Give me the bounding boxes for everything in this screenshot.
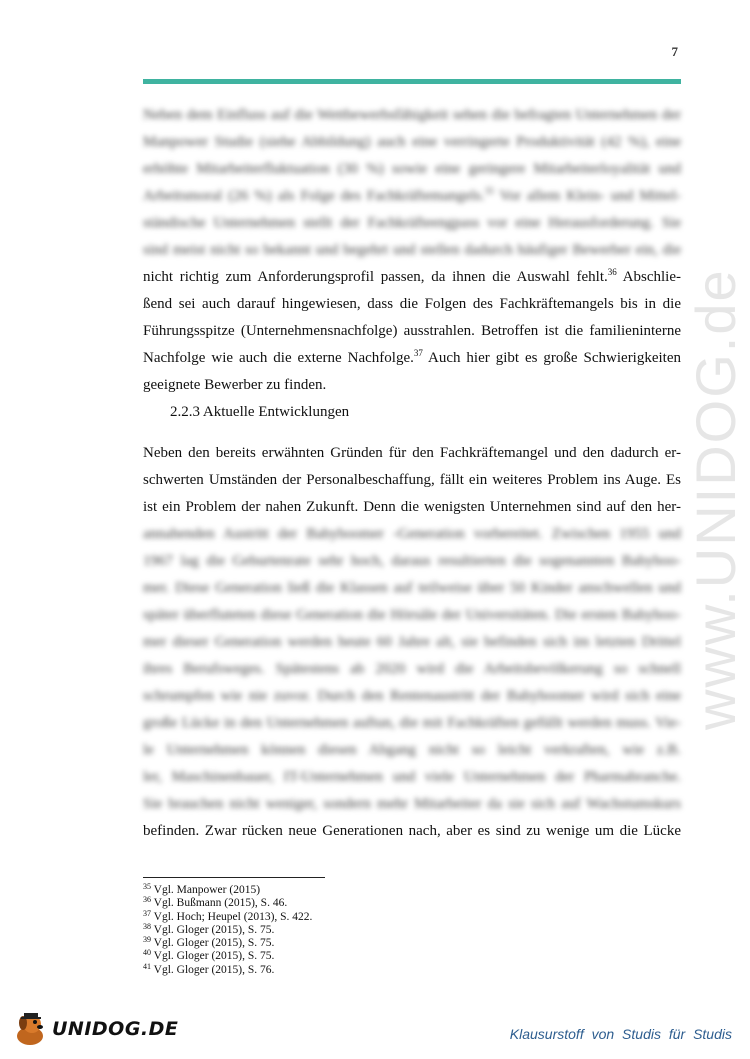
blurred-line: ständische Unternehmen stellt der Fachkräfteengpass vor eine Herausforderung. Sie (143, 215, 681, 231)
blurred-line: Manpower Studie (siehe Abbildung) auch eine verringerte Produktivität (42 %), eine (143, 134, 681, 150)
text-line: befinden. Zwar rücken neue Generationen nach, aber es sind zu wenige um die Lücke (143, 823, 681, 839)
blurred-line: schrumpfen wie nie zuvor. Durch den Rentenaustritt der Babyboomer wird sich eine (143, 688, 681, 704)
blurred-line: später überfluteten diese Generation die Hörsäle der Universitäten. Die ersten Babyboo- (143, 607, 681, 623)
text-line: nicht richtig zum Anforderungsprofil passen, da ihnen die Auswahl fehlt.$^{36}$ Abschlie- (143, 267, 681, 285)
blurred-line: 1967 lag die Geburtenrate sehr hoch, daraus resultierten die sogenannten Babyboo- (143, 553, 681, 569)
text-line: Führungsspitze (Unternehmensnachfolge) ausstrahlen. Betroffen ist die familieninterne (143, 323, 681, 339)
text-line: ist ein Problem der nahen Zukunft. Denn die wenigsten Unternehmen sind auf den her- (143, 499, 681, 515)
header-rule (143, 79, 681, 84)
text-line: schwerten Umständen der Personalbeschaffung, fällt ein weiteres Problem ins Auge. Es (143, 472, 681, 488)
footnote-ref: 36 (607, 267, 617, 277)
paragraph-1 (143, 102, 681, 399)
blurred-line: ihres Berufsweges. Spätestens ab 2020 wird die Arbeitsbevölkerung so schnell (143, 661, 681, 677)
text-line: Nachfolge wie auch die externe Nachfolge.$^{37}$ Auch hier gibt es große Schwierigkeiten (143, 348, 681, 366)
footnote-ref: 37 (413, 348, 423, 358)
footnote: $^{38}$ Vgl. Gloger (2015), S. 75. (143, 921, 275, 936)
footnote: $^{35}$ Vgl. Manpower (2015) (143, 882, 261, 896)
tagline: Klausurstoff von Studis für Studis (509, 1026, 732, 1042)
blurred-line: le Unternehmen können diesen Abgang nicht so leicht verkraften, wie z.B. (143, 742, 681, 758)
text-line: Neben den bereits erwähnten Gründen für den Fachkräftemangel und den dadurch er- (143, 445, 681, 461)
blurred-line: Arbeitsmoral (26 %) als Folge des Fachkräftemangels.$^{35}$ Vor allem Klein- und Mittel- (143, 186, 681, 204)
blurred-line: erhöhte Mitarbeiterfluktuation (30 %) sowie eine geringere Mitarbeiterloyalität und (143, 161, 681, 177)
footnote: $^{41}$ Vgl. Gloger (2015), S. 76. (143, 961, 275, 976)
footnote: $^{36}$ Vgl. Bußmann (2015), S. 46. (143, 895, 288, 910)
blurred-line: annahenden Austritt der Babyboomer -Generation vorbereitet. Zwischen 1955 und (143, 526, 681, 542)
dog-icon (10, 1012, 50, 1048)
blurred-line: ler, Maschinenbauer, IT-Unternehmen und viele Unternehmen der Pharmabranche. (143, 769, 681, 785)
blurred-line: Neben dem Einfluss auf die Wettbewerbsfähigkeit sehen die befragten Unternehmen der (143, 107, 681, 123)
footnote: $^{40}$ Vgl. Gloger (2015), S. 75. (143, 948, 275, 963)
section-heading: 2.2.3 Aktuelle Entwicklungen (170, 404, 350, 420)
text-line: ßend sei auch darauf hingewiesen, dass die Folgen des Fachkräftemangels bis in die (143, 296, 681, 312)
logo-text: UNIDOG.DE (52, 1018, 179, 1040)
blurred-line: mer dieser Generation werden heute 60 Jahre alt, sie befinden sich im letzten Drittel (143, 634, 681, 650)
footnotes (143, 884, 312, 977)
text-line: geeignete Bewerber zu finden. (143, 377, 327, 393)
blurred-line: Sie brauchen nicht weniger, sondern mehr Mitarbeiter da sie sich auf Wachstumskurs (143, 796, 681, 812)
page-number: 7 (671, 44, 678, 59)
footnote-separator (143, 877, 325, 878)
blurred-line: sind meist nicht so bekannt und begehrt und stellen dadurch häufiger Bewerber ein, die (143, 242, 681, 258)
blurred-line: mer. Diese Generation ließ die Klassen auf teilweise über 50 Kinder anschwellen und (143, 580, 681, 596)
paragraph-2 (143, 440, 681, 845)
blurred-line: große Lücke in den Unternehmen auftun, die mit Fachkräften gefüllt werden muss. Vie- (143, 715, 681, 731)
unidog-logo (10, 1012, 180, 1048)
watermark: www.UNIDOG.de (684, 268, 747, 730)
footnote: $^{37}$ Vgl. Hoch; Heupel (2013), S. 422. (143, 908, 313, 923)
footnote: $^{39}$ Vgl. Gloger (2015), S. 75. (143, 935, 275, 950)
